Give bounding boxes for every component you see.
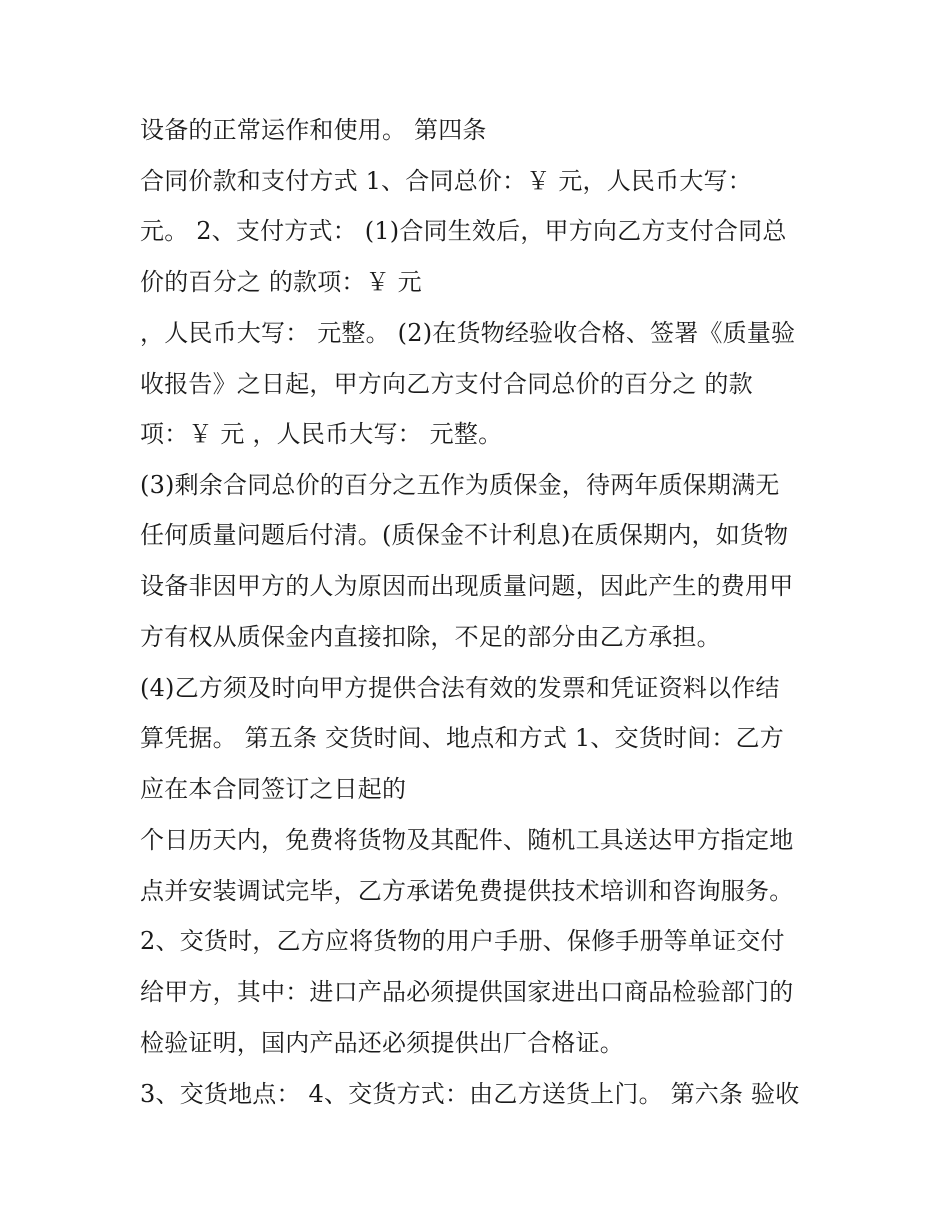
text-line: 3、交货地点： 4、交货方式：由乙方送货上门。 第六条 验收 [140,1080,800,1108]
text-line: 设备的正常运作和使用。 第四条 [140,116,487,144]
text-line: 应在本合同签订之日起的 [140,775,407,803]
text-line: 项：￥ 元 ，人民币大写： 元整。 [140,420,503,448]
text-line: 元。 2、支付方式： (1)合同生效后，甲方向乙方支付合同总 [140,217,787,245]
text-line: 方有权从质保金内直接扣除，不足的部分由乙方承担。 [140,623,721,651]
text-line: 2、交货时，乙方应将货物的用户手册、保修手册等单证交付 [140,927,785,955]
text-line: 检验证明，国内产品还必须提供出厂合格证。 [140,1029,624,1057]
text-line: 合同价款和支付方式 1、合同总价：￥ 元，人民币大写： [140,167,752,195]
text-line: ，人民币大写： 元整。 (2)在货物经验收合格、签署《质量验 [140,319,796,347]
text-line: (3)剩余合同总价的百分之五作为质保金，待两年质保期满无 [140,471,780,499]
text-line: (4)乙方须及时向甲方提供合法有效的发票和凭证资料以作结 [140,674,780,702]
text-line: 给甲方，其中：进口产品必须提供国家进出口商品检验部门的 [140,978,794,1006]
text-line: 算凭据。 第五条 交货时间、地点和方式 1、交货时间：乙方 [140,724,784,752]
text-line: 点并安装调试完毕，乙方承诺免费提供技术培训和咨询服务。 [140,877,794,905]
text-line: 价的百分之 的款项：￥ 元 [140,268,422,296]
text-line: 设备非因甲方的人为原因而出现质量问题，因此产生的费用甲 [140,572,794,600]
text-line: 任何质量问题后付清。(质保金不计利息)在质保期内，如货物 [140,521,789,549]
text-line: 收报告》之日起，甲方向乙方支付合同总价的百分之 的款 [140,370,753,398]
text-line: 个日历天内，免费将货物及其配件、随机工具送达甲方指定地 [140,826,794,854]
